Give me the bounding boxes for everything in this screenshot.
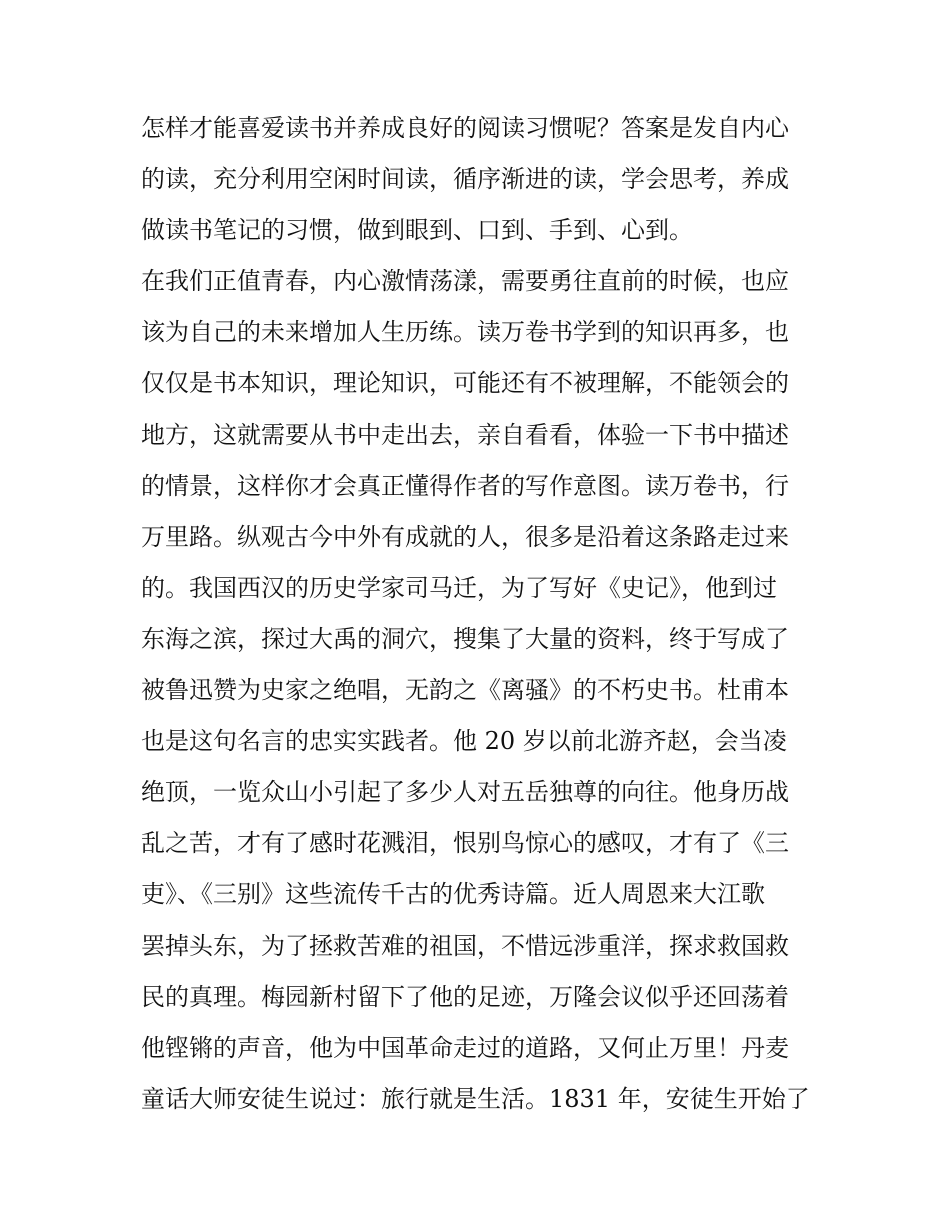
- text-line: 民的真理。梅园新村留下了他的足迹，万隆会议似乎还回荡着: [141, 982, 789, 1011]
- text-line: 被鲁迅赞为史家之绝唱，无韵之《离骚》的不朽史书。杜甫本: [141, 676, 789, 705]
- text-line: 他铿锵的声音，他为中国革命走过的道路，又何止万里！丹麦: [141, 1033, 789, 1062]
- text-line: 怎样才能喜爱读书并养成良好的阅读习惯呢？答案是发自内心: [141, 114, 789, 142]
- text-line: 仅仅是书本知识，理论知识，可能还有不被理解，不能领会的: [141, 369, 789, 398]
- text-line: 做读书笔记的习惯，做到眼到、口到、手到、心到。: [141, 216, 693, 245]
- text-line: 万里路。纵观古今中外有成就的人，很多是沿着这条路走过来: [141, 522, 789, 551]
- text-line: 的情景，这样你才会真正懂得作者的写作意图。读万卷书，行: [141, 471, 789, 500]
- text-line: 东海之滨，探过大禹的洞穴，搜集了大量的资料，终于写成了: [141, 624, 789, 653]
- text-line: 童话大师安徒生说过：旅行就是生活。1831 年，安徒生开始了: [141, 1084, 810, 1113]
- text-line: 的。我国西汉的历史学家司马迁，为了写好《史记》，他到过: [141, 573, 777, 602]
- text-line: 在我们正值青春，内心激情荡漾，需要勇往直前的时候，也应: [141, 267, 789, 296]
- text-line: 绝顶，一览众山小引起了多少人对五岳独尊的向往。他身历战: [141, 778, 789, 807]
- text-line: 也是这句名言的忠实实践者。他 20 岁以前北游齐赵，会当凌: [141, 727, 787, 756]
- text-line: 该为自己的未来增加人生历练。读万卷书学到的知识再多，也: [141, 318, 789, 347]
- text-line: 的读，充分利用空闲时间读，循序渐进的读，学会思考，养成: [141, 165, 789, 194]
- body-text: [141, 103, 816, 1125]
- text-line: 地方，这就需要从书中走出去，亲自看看，体验一下书中描述: [141, 420, 789, 449]
- text-line: 罢掉头东，为了拯救苦难的祖国，不惜远涉重洋，探求救国救: [141, 931, 789, 960]
- text-line: 乱之苦，才有了感时花溅泪，恨别鸟惊心的感叹，才有了《三: [141, 829, 789, 858]
- text-line: 吏》、《三别》这些流传千古的优秀诗篇。近人周恩来大江歌: [141, 880, 765, 909]
